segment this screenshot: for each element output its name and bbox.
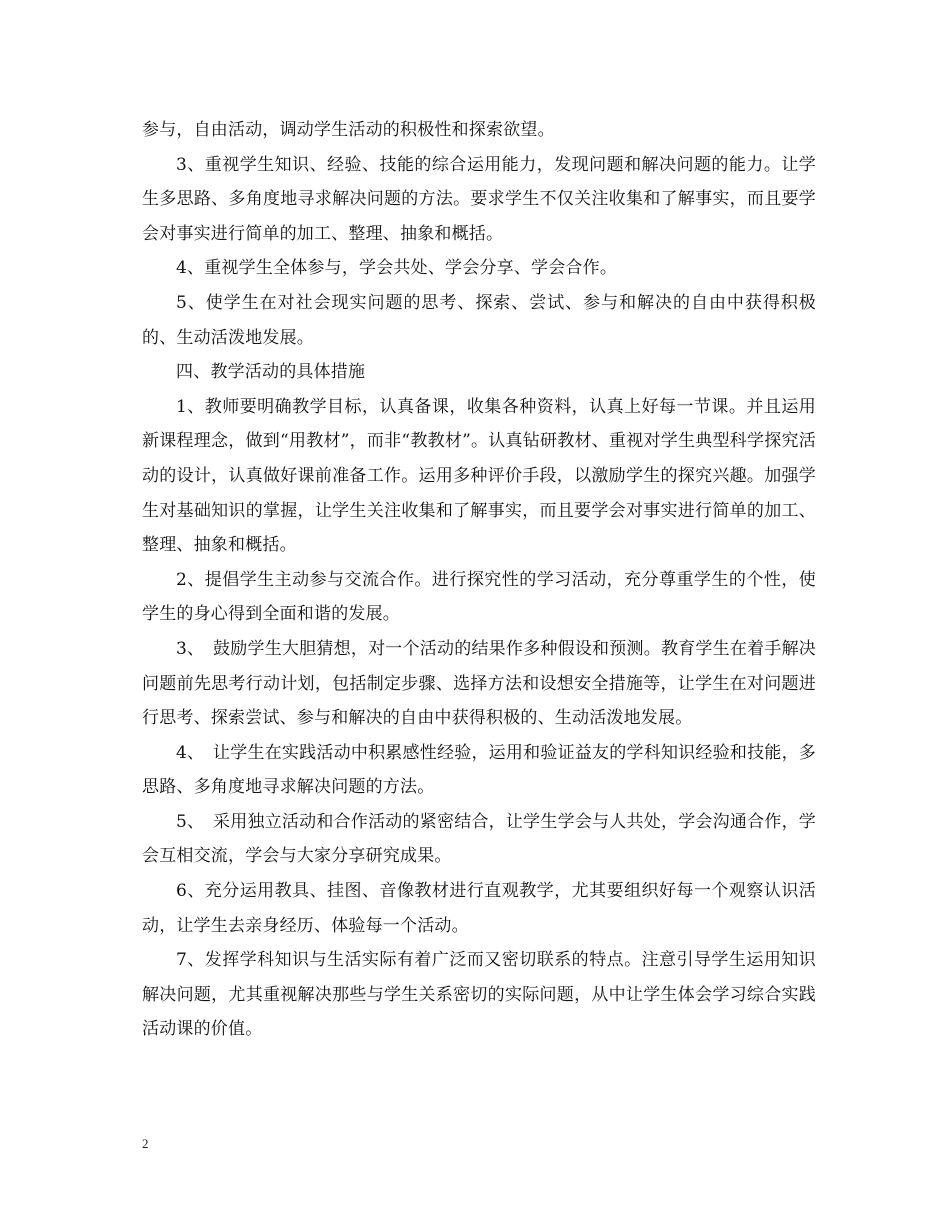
paragraph-item-4: 4、重视学生全体参与，学会共处、学会分享、学会合作。 (176, 258, 618, 279)
body-text (142, 113, 816, 1047)
measure-item-4: 4、 让学生在实践活动中积累感性经验，运用和验证益友的学科知识经验和技能，多思路、多角度地寻求解决问题的方法。 (142, 742, 816, 798)
page-number: 2 (142, 1136, 149, 1151)
measure-item-5: 5、 采用独立活动和合作活动的紧密结合，让学生学会与人共处，学会沟通合作，学会互相交流，学会与大家分享研究成果。 (142, 811, 816, 867)
paragraph-continuation: 参与，自由活动，调动学生活动的积极性和探索欲望。 (142, 120, 555, 140)
paragraph-item-3: 3、重视学生知识、经验、技能的综合运用能力，发现问题和解决问题的能力。让学生多思路、多角度地寻求解决问题的方法。要求学生不仅关注收集和了解事实，而且要学会对事实进行简单的加工、整理、抽象和概括。 (142, 154, 816, 244)
measure-item-6: 6、充分运用教具、挂图、音像教材进行直观教学，尤其要组织好每一个观察认识活动，让学生去亲身经历、体验每一个活动。 (142, 881, 816, 936)
measure-item-1: 1、教师要明确教学目标，认真备课，收集各种资料，认真上好每一节课。并且运用新课程理念，做到“用教材”，而非“教教材”。认真钻研教材、重视对学生典型科学探究活动的设计，认真做好课前准备工作。运用多种评价手段，以激励学生的探究兴趣。加强学生对基础知识的掌握，让学生关注收集和了解事实，而且要学会对事实进行简单的加工、整理、抽象和概括。 (142, 396, 816, 556)
measure-item-2: 2、提倡学生主动参与交流合作。进行探究性的学习活动，充分尊重学生的个性，使学生的身心得到全面和谐的发展。 (142, 569, 816, 625)
section-heading: 四、教学活动的具体措施 (176, 362, 366, 383)
paragraph-item-5: 5、使学生在对社会现实问题的思考、探索、尝试、参与和解决的自由中获得积极的、生动活泼地发展。 (142, 292, 816, 348)
measure-item-7: 7、发挥学科知识与生活实际有着广泛而又密切联系的特点。注意引导学生运用知识解决问题，尤其重视解决那些与学生关系密切的实际问题，从中让学生体会学习综合实践活动课的价值。 (142, 950, 816, 1040)
measure-item-3: 3、 鼓励学生大胆猜想，对一个活动的结果作多种假设和预测。教育学生在着手解决问题前先思考行动计划，包括制定步骤、选择方法和设想安全措施等，让学生在对问题进行思考、探索尝试、参与和解决的自由中获得积极的、生动活泼地发展。 (142, 638, 816, 729)
